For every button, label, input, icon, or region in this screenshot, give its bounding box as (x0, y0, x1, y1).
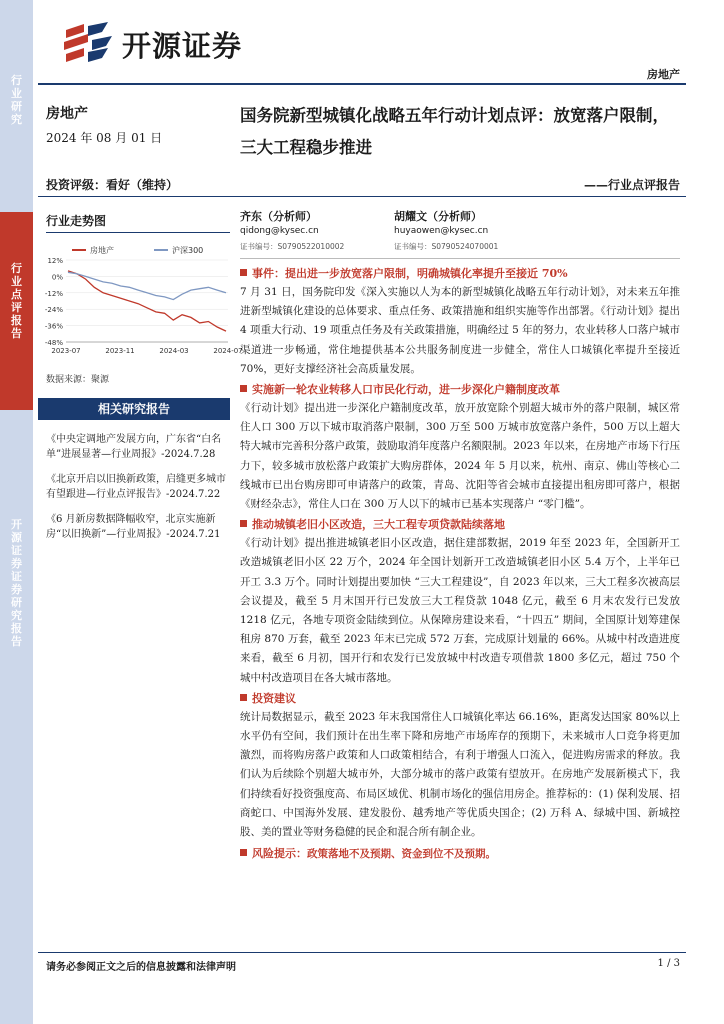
section-paragraph: 《行动计划》提出推进城镇老旧小区改造，据住建部数据，2019 年至 2023 年，全国新开工改造城镇老旧小区 22 万个，2024 年全国计划新开工改造城镇老旧小区 5.4 万个，上半年已开工 3.3 万个。同时计划提出要加快 “三大工程建设”，自 2023 年以来，三大工程多次被高层会议提及，截至 5 月末国开行已发放三大工程贷款 1048 亿元，截至 6 月末农发行已发放 1218 亿元，各地专项资金陆续到位。从保障房建设来看，“十四五” 期间，全国原计划筹建保租房 870 万套，截至 2023 年末已完成 572 万套，完成原计划量的 66%。从城中村改造进度来看，截至 6 月初，国开行和农发行已发放城中村改造专项借款 1800 多亿元，超过 750 个城中村改造项目在各大城市落地。 (240, 537, 680, 684)
section-heading: 投资建议 (240, 689, 680, 708)
section-heading: 实施新一轮农业转移人口市民化行动，进一步深化户籍制度改革 (240, 380, 680, 399)
report-date: 2024 年 08 月 01 日 (46, 131, 163, 145)
risk-warning: 风险提示：政策落地不及预期、资金到位不及预期。 (240, 844, 680, 864)
investment-rating: 投资评级：看好（维持） (46, 178, 179, 192)
legend-label: 房地产 (90, 246, 114, 255)
legend-label: 沪深300 (172, 246, 204, 255)
related-reports-list (46, 432, 230, 552)
header-divider (38, 83, 686, 85)
section-heading: 推动城镇老旧小区改造，三大工程专项贷款陆续落地 (240, 515, 680, 534)
trend-chart-divider (46, 232, 230, 233)
x-tick-label: 2024-07 (213, 347, 243, 355)
x-tick-label: 2023-07 (51, 347, 81, 355)
x-tick-label: 2024-03 (159, 347, 189, 355)
report-title: 国务院新型城镇化战略五年行动计划点评：放宽落户限制，三大工程稳步推进 (240, 106, 669, 157)
report-body (240, 264, 680, 864)
bullet-icon (240, 385, 247, 392)
trend-chart (38, 240, 243, 366)
analyst-email[interactable]: huyaowen@kysec.cn (394, 226, 489, 236)
footer-disclaimer: 请务必参阅正文之后的信息披露和法律声明 (46, 962, 236, 973)
brand-logo (62, 18, 292, 64)
section-heading: 事件：提出进一步放宽落户限制，明确城镇化率提升至接近 70% (240, 264, 680, 283)
sidebar-bottom-label: 开源证券 证券研究报告 (11, 518, 22, 648)
header-sector-tag: 房地产 (647, 68, 680, 81)
series-line (68, 271, 226, 331)
y-tick-label: -12% (44, 289, 63, 298)
sidebar-middle-label: 行业点评报告 (11, 262, 22, 340)
left-sidebar-strip (0, 0, 33, 1024)
analyst-card (240, 210, 400, 253)
bullet-icon (240, 849, 247, 856)
related-report-item[interactable]: 《北京开启以旧换新政策，启缝更多城市有望跟进—行业点评报告》-2024.7.22 (46, 474, 226, 500)
y-tick-label: 0% (51, 273, 63, 282)
analyst-cert: 证书编号：S0790522010002 (240, 242, 345, 251)
x-tick-label: 2023-11 (105, 347, 135, 355)
y-tick-label: -48% (44, 339, 63, 347)
analyst-name: 胡耀文（分析师） (394, 210, 482, 223)
sector-label: 房地产 (46, 106, 88, 122)
y-tick-label: 12% (47, 257, 63, 265)
report-type: ——行业点评报告 (583, 178, 680, 192)
bullet-icon (240, 269, 247, 276)
y-tick-label: -36% (44, 322, 63, 331)
footer-divider (38, 952, 686, 953)
section-paragraph: 7 月 31 日，国务院印发《深入实施以人为本的新型城镇化战略五年行动计划》，对未来五年推进新型城镇化建设的总体要求、重点任务、政策措施和组织实施等作出部署。《行动计划》提出 4 项重大行动、19 项重点任务及有关政策措施，明确经过 5 年的努力，农业转移人口落户城市渠道进一步畅通，常住地提供基本公共服务制度进一步健全，常住人口城镇化率提升至接近 70%，更好支撑经济社会高质量发展。 (240, 286, 680, 375)
analyst-card (394, 210, 554, 253)
related-reports-header: 相关研究报告 (38, 398, 230, 420)
brand-logo-icon (62, 22, 114, 64)
section-paragraph: 《行动计划》提出进一步深化户籍制度改革，放开放宽除个别超大城市外的落户限制，城区常住人口 300 万以下城市取消落户限制，300 万至 500 万城市放宽落户条件，500 万以上超大特大城市完善积分落户政策，鼓励取消年度落户名额限制。2023 年以来，在房地产市场下行压力下，较多城市放松落户政策扩大购房群体，2024 年 5 月以来，杭州、南京、佛山等核心二线城市已出台购房即可申请落户的政策，青岛、沈阳等省会城市直接提出租房即可落户，根据《财经杂志》，常住人口在 300 万人以下的城市已基本实现落户 “零门槛”。 (240, 402, 680, 511)
analyst-email[interactable]: qidong@kysec.cn (240, 226, 319, 236)
data-source: 数据来源：聚源 (46, 375, 110, 385)
title-divider (38, 196, 686, 197)
brand-name: 开源证券 (122, 29, 243, 63)
related-report-item[interactable]: 《6 月新房数据降幅收窄，北京实施新房“以旧换新”—行业周报》-2024.7.21 (46, 514, 221, 540)
bullet-icon (240, 694, 247, 701)
analyst-divider (240, 258, 680, 259)
page-number: 1 / 3 (657, 958, 680, 969)
related-report-item[interactable]: 《中央定调地产发展方向，广东省“白名单”进展显著—行业周报》-2024.7.28 (46, 434, 222, 460)
section-paragraph: 统计局数据显示，截至 2023 年末我国常住人口城镇化率达 66.16%，距离发达国家 80%以上水平仍有空间，我们预计在出生率下降和房地产市场库存的预期下，未来城市人口竞争将更加激烈，而将购房落户政策和人口政策相结合，有利于增强人口流入，促进购房需求的释放。我们认为后续除个别超大城市外，大部分城市的落户政策有望放开。在房地产发展新模式下，我们持续看好投资强度高、布局区域优、机制市场化的强信用房企。推荐标的：(1) 保利发展、招商蛇口、中国海外发展、建发股份、越秀地产等优质央国企；(2) 万科 A、绿城中国、新城控股、美的置业等财务稳健的民企和混合所有制企业。 (240, 710, 680, 839)
bullet-icon (240, 520, 247, 527)
analyst-name: 齐东（分析师） (240, 210, 317, 223)
y-tick-label: -24% (44, 306, 63, 315)
sidebar-top-label: 行业研究 (11, 74, 22, 126)
analyst-cert: 证书编号：S0790524070001 (394, 242, 499, 251)
trend-chart-title: 行业走势图 (46, 214, 107, 228)
